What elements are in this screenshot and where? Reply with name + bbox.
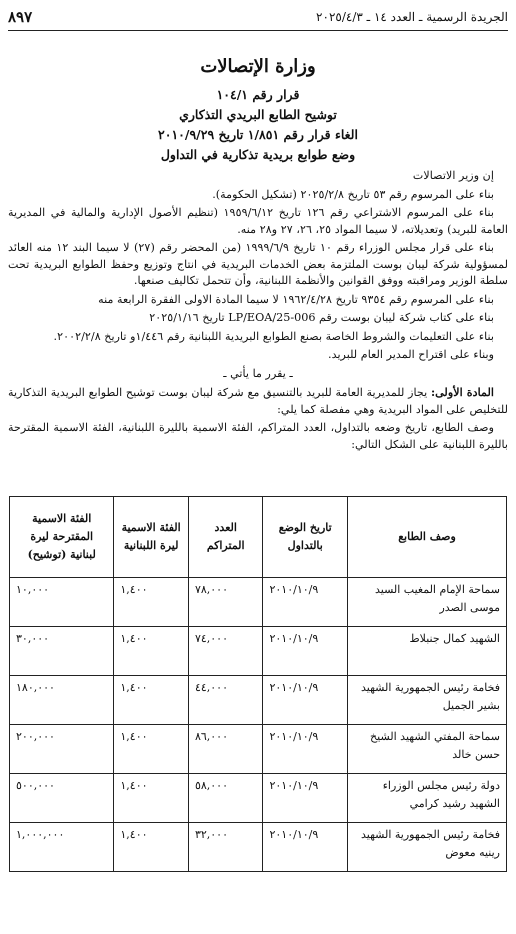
- cell-desc: فخامة رئيس الجمهورية الشهيد بشير الجميل: [347, 676, 506, 725]
- title-block: [0, 56, 516, 165]
- cell-face: [114, 774, 189, 823]
- cell-face-text: ١,٤٠٠: [120, 779, 148, 792]
- cell-date-text: ٢٠١٠/١٠/٩: [269, 828, 319, 841]
- article-text: يجاز للمديرية العامة للبريد بالتنسيق مع شركة ليبان بوست توشيح الطوابع البريدية التذكارية للتخليص على المواد البريدية وهي مفصلة كما يلي:: [8, 386, 508, 416]
- cell-count-text: ٧٨,٠٠٠: [194, 583, 228, 596]
- decision-body: [8, 168, 508, 455]
- table-header-row: [10, 497, 507, 578]
- table-row: [10, 823, 507, 872]
- table-row: [10, 627, 507, 676]
- cell-date: [263, 725, 347, 774]
- cell-proposed-text: ٣٠,٠٠٠: [16, 632, 50, 645]
- cell-desc: الشهيد كمال جنبلاط: [347, 627, 506, 676]
- cell-desc: سماحة المفتي الشهيد الشيخ حسن خالد: [347, 725, 506, 774]
- cell-date-text: ٢٠١٠/١٠/٩: [269, 632, 319, 645]
- cell-desc: دولة رئيس مجلس الوزراء الشهيد رشيد كرامي: [347, 774, 506, 823]
- body-paragraph: وصف الطابع، تاريخ وضعه بالتداول، العدد المتراكم، الفئة الاسمية بالليرة اللبنانية، الفئة الاسمية المقترحة بالليرة اللبنانية على الشكل التالي:: [8, 421, 508, 451]
- cell-count: [188, 676, 263, 725]
- cell-face-text: ١,٤٠٠: [120, 828, 148, 841]
- cell-count: [188, 578, 263, 627]
- body-paragraph: بناء على المرسوم رقم ٩٣٥٤ تاريخ ١٩٦٢/٤/٢٨ لا سيما المادة الاولى الفقرة الرابعة منه: [98, 292, 494, 306]
- circulation-line: وضع طوابع بريدية تذكارية في التداول: [160, 147, 356, 162]
- table-row: [10, 725, 507, 774]
- body-paragraph: بناء على قرار مجلس الوزراء رقم ١٠ تاريخ ١٩٩٩/٦/٩ (من المحضر رقم (٢٧) لا سيما البند ١٢ منه العائد لمسؤولية شركة ليبان بوست الملتزمة بعض الخدمات البريدية في انتاج وتوزيع وحفظ الطوابع البريدية تحت سلطة الوزير ومراقبته ووفق القوانين والأنظمة اللبنانية، وأن تتحمل تكاليف صنعها.: [8, 241, 508, 287]
- cell-proposed: [10, 676, 114, 725]
- cell-date-text: ٢٠١٠/١٠/٩: [269, 583, 319, 596]
- cell-date: [263, 676, 347, 725]
- cell-face: [114, 627, 189, 676]
- cell-proposed: [10, 774, 114, 823]
- body-paragraph: بناء على كتاب شركة ليبان بوست رقم LP/EOA/25-006 تاريخ ٢٠٢٥/١/١٦: [149, 311, 494, 324]
- cell-face-text: ١,٤٠٠: [120, 730, 148, 743]
- cell-date: [263, 823, 347, 872]
- cell-count-text: ٤٤,٠٠٠: [194, 681, 228, 694]
- page-number: ٨٩٧: [8, 8, 33, 26]
- publication-info: الجريدة الرسمية ـ العدد ١٤ ـ ٢٠٢٥/٤/٣: [316, 10, 508, 24]
- cell-count: [188, 627, 263, 676]
- decision-number: قرار رقم ١٠٤/١: [216, 87, 300, 102]
- col-header-count: العدد المتراكم: [188, 497, 263, 578]
- cell-proposed: [10, 627, 114, 676]
- cell-face: [114, 578, 189, 627]
- table-row: [10, 578, 507, 627]
- col-header-proposed: الفئة الاسمية المقترحة ليرة لبنانية (توشيح): [10, 497, 114, 578]
- body-paragraph: بناء على المرسوم الاشتراعي رقم ١٢٦ تاريخ ١٩٥٩/٦/١٢ (تنظيم الأصول الإدارية والمالية في المديرية العامة للبريد) وتعديلاته، لا سيما المواد ٢٥، ٢٦، ٢٧ و٢٨ منه.: [8, 206, 508, 236]
- cell-count-text: ٥٨,٠٠٠: [194, 779, 228, 792]
- col-header-date: تاريخ الوضع بالتداول: [263, 497, 347, 578]
- cell-count-text: ٨٦,٠٠٠: [194, 730, 228, 743]
- cell-face-text: ١,٤٠٠: [120, 583, 148, 596]
- decides-line: ـ يقرر ما يأتي ـ: [223, 366, 293, 380]
- cell-count-text: ٣٢,٠٠٠: [194, 828, 228, 841]
- cell-date: [263, 578, 347, 627]
- body-paragraph: بناء على التعليمات والشروط الخاصة بصنع الطوابع البريدية اللبنانية رقم ١/٤٤٦و تاريخ ٢٠٠٢/٢/٨.: [53, 329, 494, 343]
- cell-proposed-text: ٢٠٠,٠٠٠: [16, 730, 55, 743]
- table-row: [10, 676, 507, 725]
- cancel-line: الغاء قرار رقم ١/٨٥١ تاريخ ٢٠١٠/٩/٢٩: [158, 127, 358, 142]
- body-paragraph: بناء على المرسوم رقم ٥٣ تاريخ ٢٠٢٥/٢/٨ (تشكيل الحكومة).: [212, 187, 494, 201]
- decision-subject: توشيح الطابع البريدي التذكاري: [179, 107, 337, 122]
- cell-face: [114, 725, 189, 774]
- body-paragraph: وبناء على اقتراح المدير العام للبريد.: [328, 348, 494, 361]
- cell-face: [114, 676, 189, 725]
- stamps-table: [9, 496, 507, 872]
- cell-count: [188, 774, 263, 823]
- article-one: [8, 384, 508, 418]
- table-row: [10, 774, 507, 823]
- cell-date-text: ٢٠١٠/١٠/٩: [269, 730, 319, 743]
- cell-date: [263, 627, 347, 676]
- cell-proposed: [10, 578, 114, 627]
- cell-face-text: ١,٤٠٠: [120, 681, 148, 694]
- body-paragraph: إن وزير الاتصالات: [412, 169, 494, 182]
- cell-date-text: ٢٠١٠/١٠/٩: [269, 779, 319, 792]
- page-header: [8, 6, 508, 31]
- cell-date-text: ٢٠١٠/١٠/٩: [269, 681, 319, 694]
- cell-face: [114, 823, 189, 872]
- cell-proposed-text: ٥٠٠,٠٠٠: [16, 779, 55, 792]
- cell-count: [188, 725, 263, 774]
- cell-proposed-text: ١,٠٠٠,٠٠٠: [16, 828, 65, 841]
- col-header-desc: وصف الطابع: [347, 497, 506, 578]
- cell-proposed-text: ١٠,٠٠٠: [16, 583, 50, 596]
- cell-proposed: [10, 725, 114, 774]
- col-header-face: الفئة الاسمية ليرة اللبنانية: [114, 497, 189, 578]
- cell-proposed-text: ١٨٠,٠٠٠: [16, 681, 55, 694]
- cell-desc: فخامة رئيس الجمهورية الشهيد رينيه معوض: [347, 823, 506, 872]
- ministry-title: وزارة الإتصالات: [200, 56, 316, 77]
- cell-face-text: ١,٤٠٠: [120, 632, 148, 645]
- article-lead: المادة الأولى:: [430, 385, 494, 399]
- cell-count-text: ٧٤,٠٠٠: [194, 632, 228, 645]
- cell-count: [188, 823, 263, 872]
- cell-proposed: [10, 823, 114, 872]
- cell-date: [263, 774, 347, 823]
- cell-desc: سماحة الإمام المغيب السيد موسى الصدر: [347, 578, 506, 627]
